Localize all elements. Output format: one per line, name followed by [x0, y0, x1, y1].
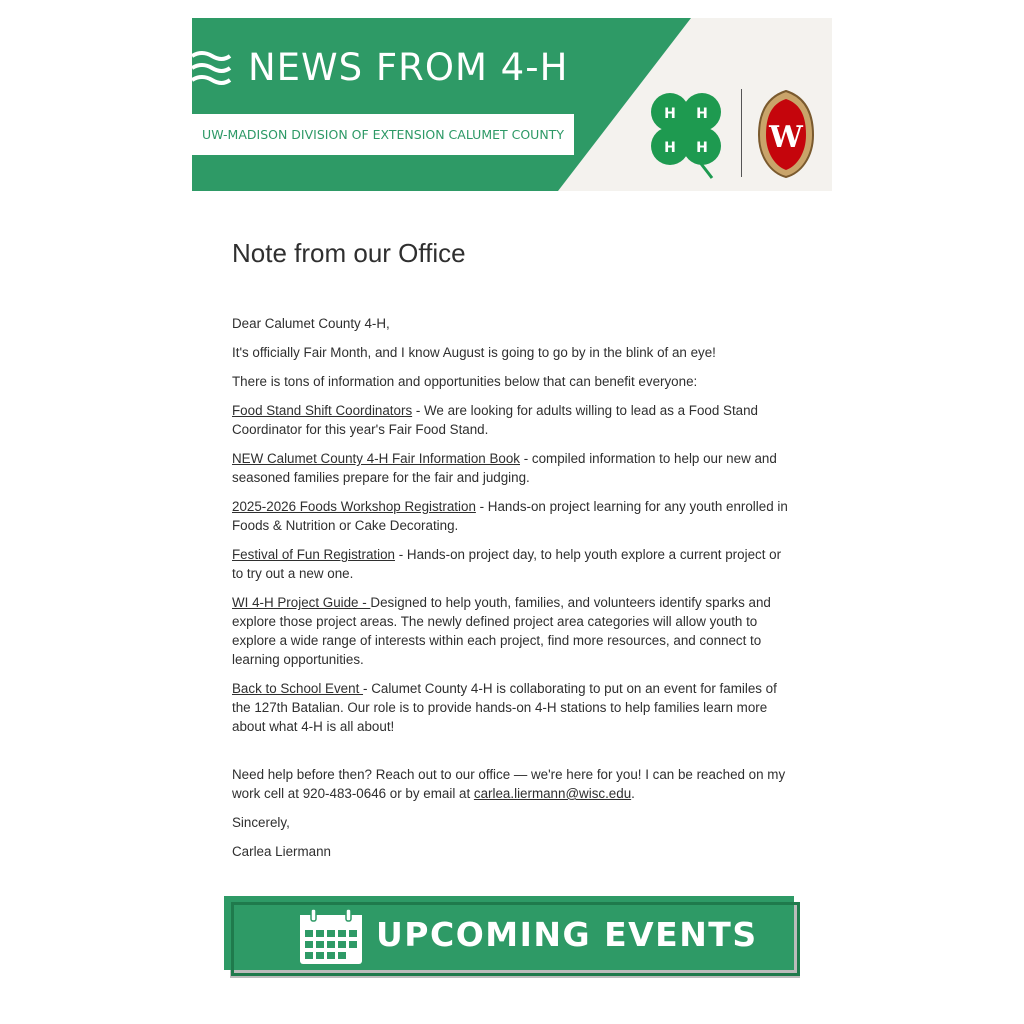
item-description: Designed to help youth, families, and volunteers identify sparks and explore those project areas. The newly defined project area categories will allow youth to explore a wide range of interests within each project, find more resources, and connect to learning opportunities. [232, 595, 771, 667]
list-item [232, 401, 794, 439]
back-to-school-link[interactable]: Back to School Event [232, 681, 364, 696]
item-description: - Calumet County 4-H is collaborating to put on an event for familes of the 127th Batalian. Our role is to provide hands-on 4-H stations to help families learn more about what 4-H is all about! [232, 681, 777, 734]
greeting: Dear Calumet County 4-H, [232, 316, 390, 331]
calendar-icon [299, 909, 363, 965]
item-description: - We are looking for adults willing to lead as a Food Stand Coordinator for this year's Fair Food Stand. [232, 403, 759, 437]
item-description: - Hands-on project learning for any youth enrolled in Foods & Nutrition or Cake Decorating. [232, 499, 788, 533]
banner-subtitle-box [192, 114, 574, 155]
banner-title: NEWS FROM 4-H [248, 46, 569, 89]
clover-letter-4: H [696, 140, 708, 156]
clover-letter-2: H [696, 106, 708, 122]
uw-crest-icon [757, 89, 815, 179]
list-item [232, 449, 794, 487]
note-heading: Note from our Office [232, 238, 466, 268]
foods-workshop-link[interactable]: 2025-2026 Foods Workshop Registration [232, 499, 476, 514]
four-h-clover-icon [640, 88, 732, 180]
intro-fair-month: It's officially Fair Month, and I know August is going to go by in the blink of an eye! [232, 345, 716, 360]
contact-paragraph [232, 765, 794, 803]
list-item [232, 545, 794, 583]
list-item [232, 593, 794, 669]
project-guide-link[interactable]: WI 4-H Project Guide - [232, 595, 371, 610]
header-banner [192, 18, 832, 191]
festival-of-fun-link[interactable]: Festival of Fun Registration [232, 547, 395, 562]
item-description: - Hands-on project day, to help youth explore a current project or to try out a new one. [232, 547, 782, 581]
closing: Sincerely, [232, 815, 290, 830]
item-description: - compiled information to help our new and seasoned families prepare for the fair and judging. [232, 451, 777, 485]
upcoming-events-banner [224, 896, 804, 981]
crest-letter: W [769, 120, 803, 155]
note-section [232, 234, 794, 871]
clover-letter-3: H [664, 140, 676, 156]
signature: Carlea Liermann [232, 844, 331, 859]
spacer [232, 746, 794, 765]
waves-icon [192, 50, 232, 90]
banner-subtitle: UW-MADISON DIVISION OF EXTENSION CALUMET COUNTY [202, 127, 564, 142]
contact-text: Need help before then? Reach out to our office — we're here for you! I can be reached on my work cell at 920-483-0646 or by email at [232, 767, 786, 801]
contact-end: . [631, 786, 635, 801]
logo-divider [741, 89, 742, 177]
list-item [232, 679, 794, 736]
email-link[interactable]: carlea.liermann@wisc.edu [473, 786, 632, 801]
events-title: UPCOMING EVENTS [376, 915, 758, 954]
banner-green-shape [192, 18, 832, 191]
intro-opportunities: There is tons of information and opportunities below that can benefit everyone: [232, 374, 698, 389]
fair-info-book-link[interactable]: NEW Calumet County 4-H Fair Information Book [232, 451, 520, 466]
clover-letter-1: H [664, 106, 676, 122]
food-stand-link[interactable]: Food Stand Shift Coordinators [232, 403, 413, 418]
list-item [232, 497, 794, 535]
